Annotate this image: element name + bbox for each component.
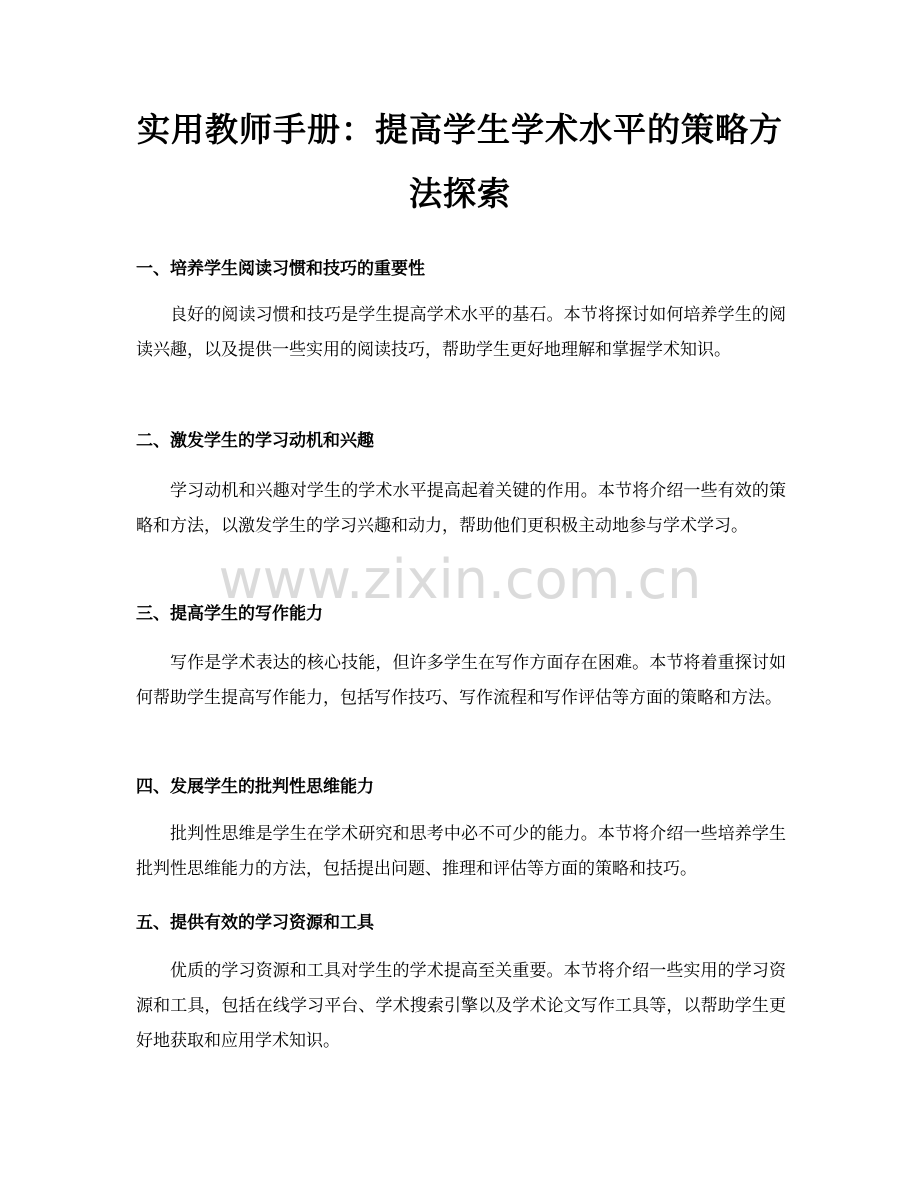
section-body-2: 学习动机和兴趣对学生的学术水平提高起着关键的作用。本节将介绍一些有效的策略和方法，以激发学生的学习兴趣和动力，帮助他们更积极主动地参与学术学习。 xyxy=(136,481,786,536)
section-heading-1: 一、培养学生阅读习惯和技巧的重要性 xyxy=(136,259,425,279)
section-body-5: 优质的学习资源和工具对学生的学术提高至关重要。本节将介绍一些实用的学习资源和工具，包括在线学习平台、学术搜索引擎以及学术论文写作工具等，以帮助学生更好地获取和应用学术知识。 xyxy=(136,961,786,1051)
section-heading-2: 二、激发学生的学习动机和兴趣 xyxy=(136,431,374,451)
watermark: www.zixin.com.cn xyxy=(218,548,702,611)
section-heading-5: 五、提供有效的学习资源和工具 xyxy=(136,913,374,933)
section-body-4: 批判性思维是学生在学术研究和思考中必不可少的能力。本节将介绍一些培养学生批判性思维能力的方法，包括提出问题、推理和评估等方面的策略和技巧。 xyxy=(136,824,786,879)
section-body-3: 写作是学术表达的核心技能，但许多学生在写作方面存在困难。本节将着重探讨如何帮助学生提高写作能力，包括写作技巧、写作流程和写作评估等方面的策略和方法。 xyxy=(136,653,786,708)
document-title: 实用教师手册：提高学生学术水平的策略方法探索 xyxy=(137,110,783,213)
section-body-1: 良好的阅读习惯和技巧是学生提高学术水平的基石。本节将探讨如何培养学生的阅读兴趣，以及提供一些实用的阅读技巧，帮助学生更好地理解和掌握学术知识。 xyxy=(136,305,786,360)
section-heading-3: 三、提高学生的写作能力 xyxy=(136,604,323,624)
section-heading-4: 四、发展学生的批判性思维能力 xyxy=(136,777,374,797)
